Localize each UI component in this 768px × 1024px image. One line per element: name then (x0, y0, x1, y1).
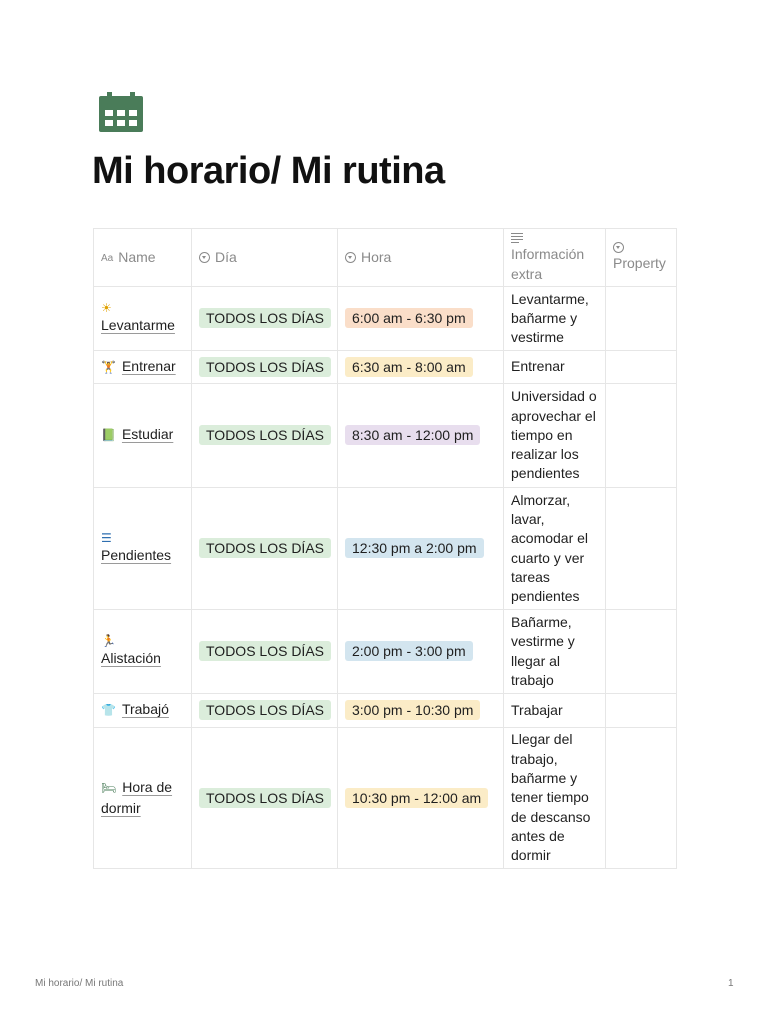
cell-property[interactable] (606, 287, 677, 351)
table-row (94, 694, 677, 728)
page-title: Mi horario/ Mi rutina (92, 150, 445, 192)
cell-hora[interactable] (338, 384, 504, 488)
column-header-info[interactable] (504, 229, 606, 287)
table-row (94, 287, 677, 351)
cell-name[interactable] (94, 694, 192, 728)
column-header-info-label: Información extra (511, 246, 585, 282)
apron-icon: 👕 (101, 703, 116, 718)
cell-property[interactable] (606, 351, 677, 384)
row-name-link[interactable]: Trabajó (121, 701, 169, 718)
cell-info[interactable]: Levantarme, bañarme y vestirme (504, 287, 606, 351)
footer-title: Mi horario/ Mi rutina (35, 978, 124, 989)
schedule-table (93, 228, 677, 869)
table-row (94, 488, 677, 610)
row-name-link[interactable]: Alistación (101, 650, 161, 667)
dia-tag: TODOS LOS DÍAS (199, 700, 331, 720)
table-row (94, 384, 677, 488)
table-row (94, 351, 677, 384)
dia-tag: TODOS LOS DÍAS (199, 308, 331, 328)
cell-info[interactable]: Llegar del trabajo, bañarme y tener tiempo de descanso antes de dormir (504, 728, 606, 869)
cell-hora[interactable] (338, 694, 504, 728)
cell-dia[interactable] (192, 384, 338, 488)
cell-name[interactable] (94, 351, 192, 384)
cell-dia[interactable] (192, 351, 338, 384)
dia-tag: TODOS LOS DÍAS (199, 538, 331, 558)
cell-info[interactable]: Almorzar, lavar, acomodar el cuarto y ver tareas pendientes (504, 488, 606, 610)
row-name-link[interactable]: Levantarme (101, 317, 175, 334)
list-icon: ☰ (101, 531, 112, 546)
dia-tag: TODOS LOS DÍAS (199, 357, 331, 377)
table-row (94, 610, 677, 694)
book-icon: 📗 (101, 428, 116, 443)
running-icon: 🏃 (101, 634, 116, 649)
bed-icon: 🛏 (101, 781, 117, 796)
cell-name[interactable] (94, 610, 192, 694)
column-header-hora[interactable] (338, 229, 504, 287)
column-header-hora-label: Hora (361, 248, 392, 265)
dumbbell-icon: 🏋 (101, 359, 116, 374)
row-name-link[interactable]: Hora de dormir (101, 779, 173, 816)
column-header-property[interactable] (606, 229, 677, 287)
cell-dia[interactable] (192, 694, 338, 728)
row-name-link[interactable]: Estudiar (121, 426, 174, 443)
cell-property[interactable] (606, 694, 677, 728)
table-row (94, 728, 677, 869)
cell-info[interactable]: Bañarme, vestirme y llegar al trabajo (504, 610, 606, 694)
column-header-dia[interactable] (192, 229, 338, 287)
cell-name[interactable] (94, 488, 192, 610)
hora-tag: 6:30 am - 8:00 am (345, 357, 473, 377)
cell-hora[interactable] (338, 351, 504, 384)
column-header-name-label: Name (118, 248, 156, 265)
hora-tag: 6:00 am - 6:30 pm (345, 308, 473, 328)
hora-tag: 2:00 pm - 3:00 pm (345, 641, 473, 661)
cell-dia[interactable] (192, 488, 338, 610)
row-name-link[interactable]: Pendientes (101, 547, 172, 564)
row-name-link[interactable]: Entrenar (121, 357, 176, 374)
calendar-icon (99, 92, 143, 132)
hora-tag: 8:30 am - 12:00 pm (345, 425, 480, 445)
cell-info[interactable]: Universidad o aprovechar el tiempo en realizar los pendientes (504, 384, 606, 488)
table-header-row (94, 229, 677, 287)
cell-info[interactable]: Trabajar (504, 694, 606, 728)
cell-hora[interactable] (338, 610, 504, 694)
cell-name[interactable] (94, 287, 192, 351)
cell-hora[interactable] (338, 488, 504, 610)
text-type-icon: Aa (101, 253, 114, 265)
cell-name[interactable] (94, 384, 192, 488)
hora-tag: 10:30 pm - 12:00 am (345, 788, 488, 808)
cell-hora[interactable] (338, 728, 504, 869)
column-header-property-label: Property (613, 254, 666, 271)
cell-hora[interactable] (338, 287, 504, 351)
column-header-dia-label: Día (215, 248, 237, 265)
cell-dia[interactable] (192, 728, 338, 869)
cell-info[interactable]: Entrenar (504, 351, 606, 384)
cell-property[interactable] (606, 610, 677, 694)
cell-dia[interactable] (192, 287, 338, 351)
hora-tag: 3:00 pm - 10:30 pm (345, 700, 480, 720)
dia-tag: TODOS LOS DÍAS (199, 641, 331, 661)
dia-tag: TODOS LOS DÍAS (199, 788, 331, 808)
hora-tag: 12:30 pm a 2:00 pm (345, 538, 484, 558)
column-header-name[interactable] (94, 229, 192, 287)
select-type-icon (613, 242, 624, 253)
cell-dia[interactable] (192, 610, 338, 694)
select-type-icon (199, 252, 210, 263)
cell-property[interactable] (606, 384, 677, 488)
select-type-icon (345, 252, 356, 263)
text-lines-icon (511, 233, 523, 243)
dia-tag: TODOS LOS DÍAS (199, 425, 331, 445)
sun-icon: ☀ (101, 301, 112, 316)
cell-property[interactable] (606, 488, 677, 610)
cell-name[interactable] (94, 728, 192, 869)
cell-property[interactable] (606, 728, 677, 869)
page-number: 1 (728, 978, 734, 989)
